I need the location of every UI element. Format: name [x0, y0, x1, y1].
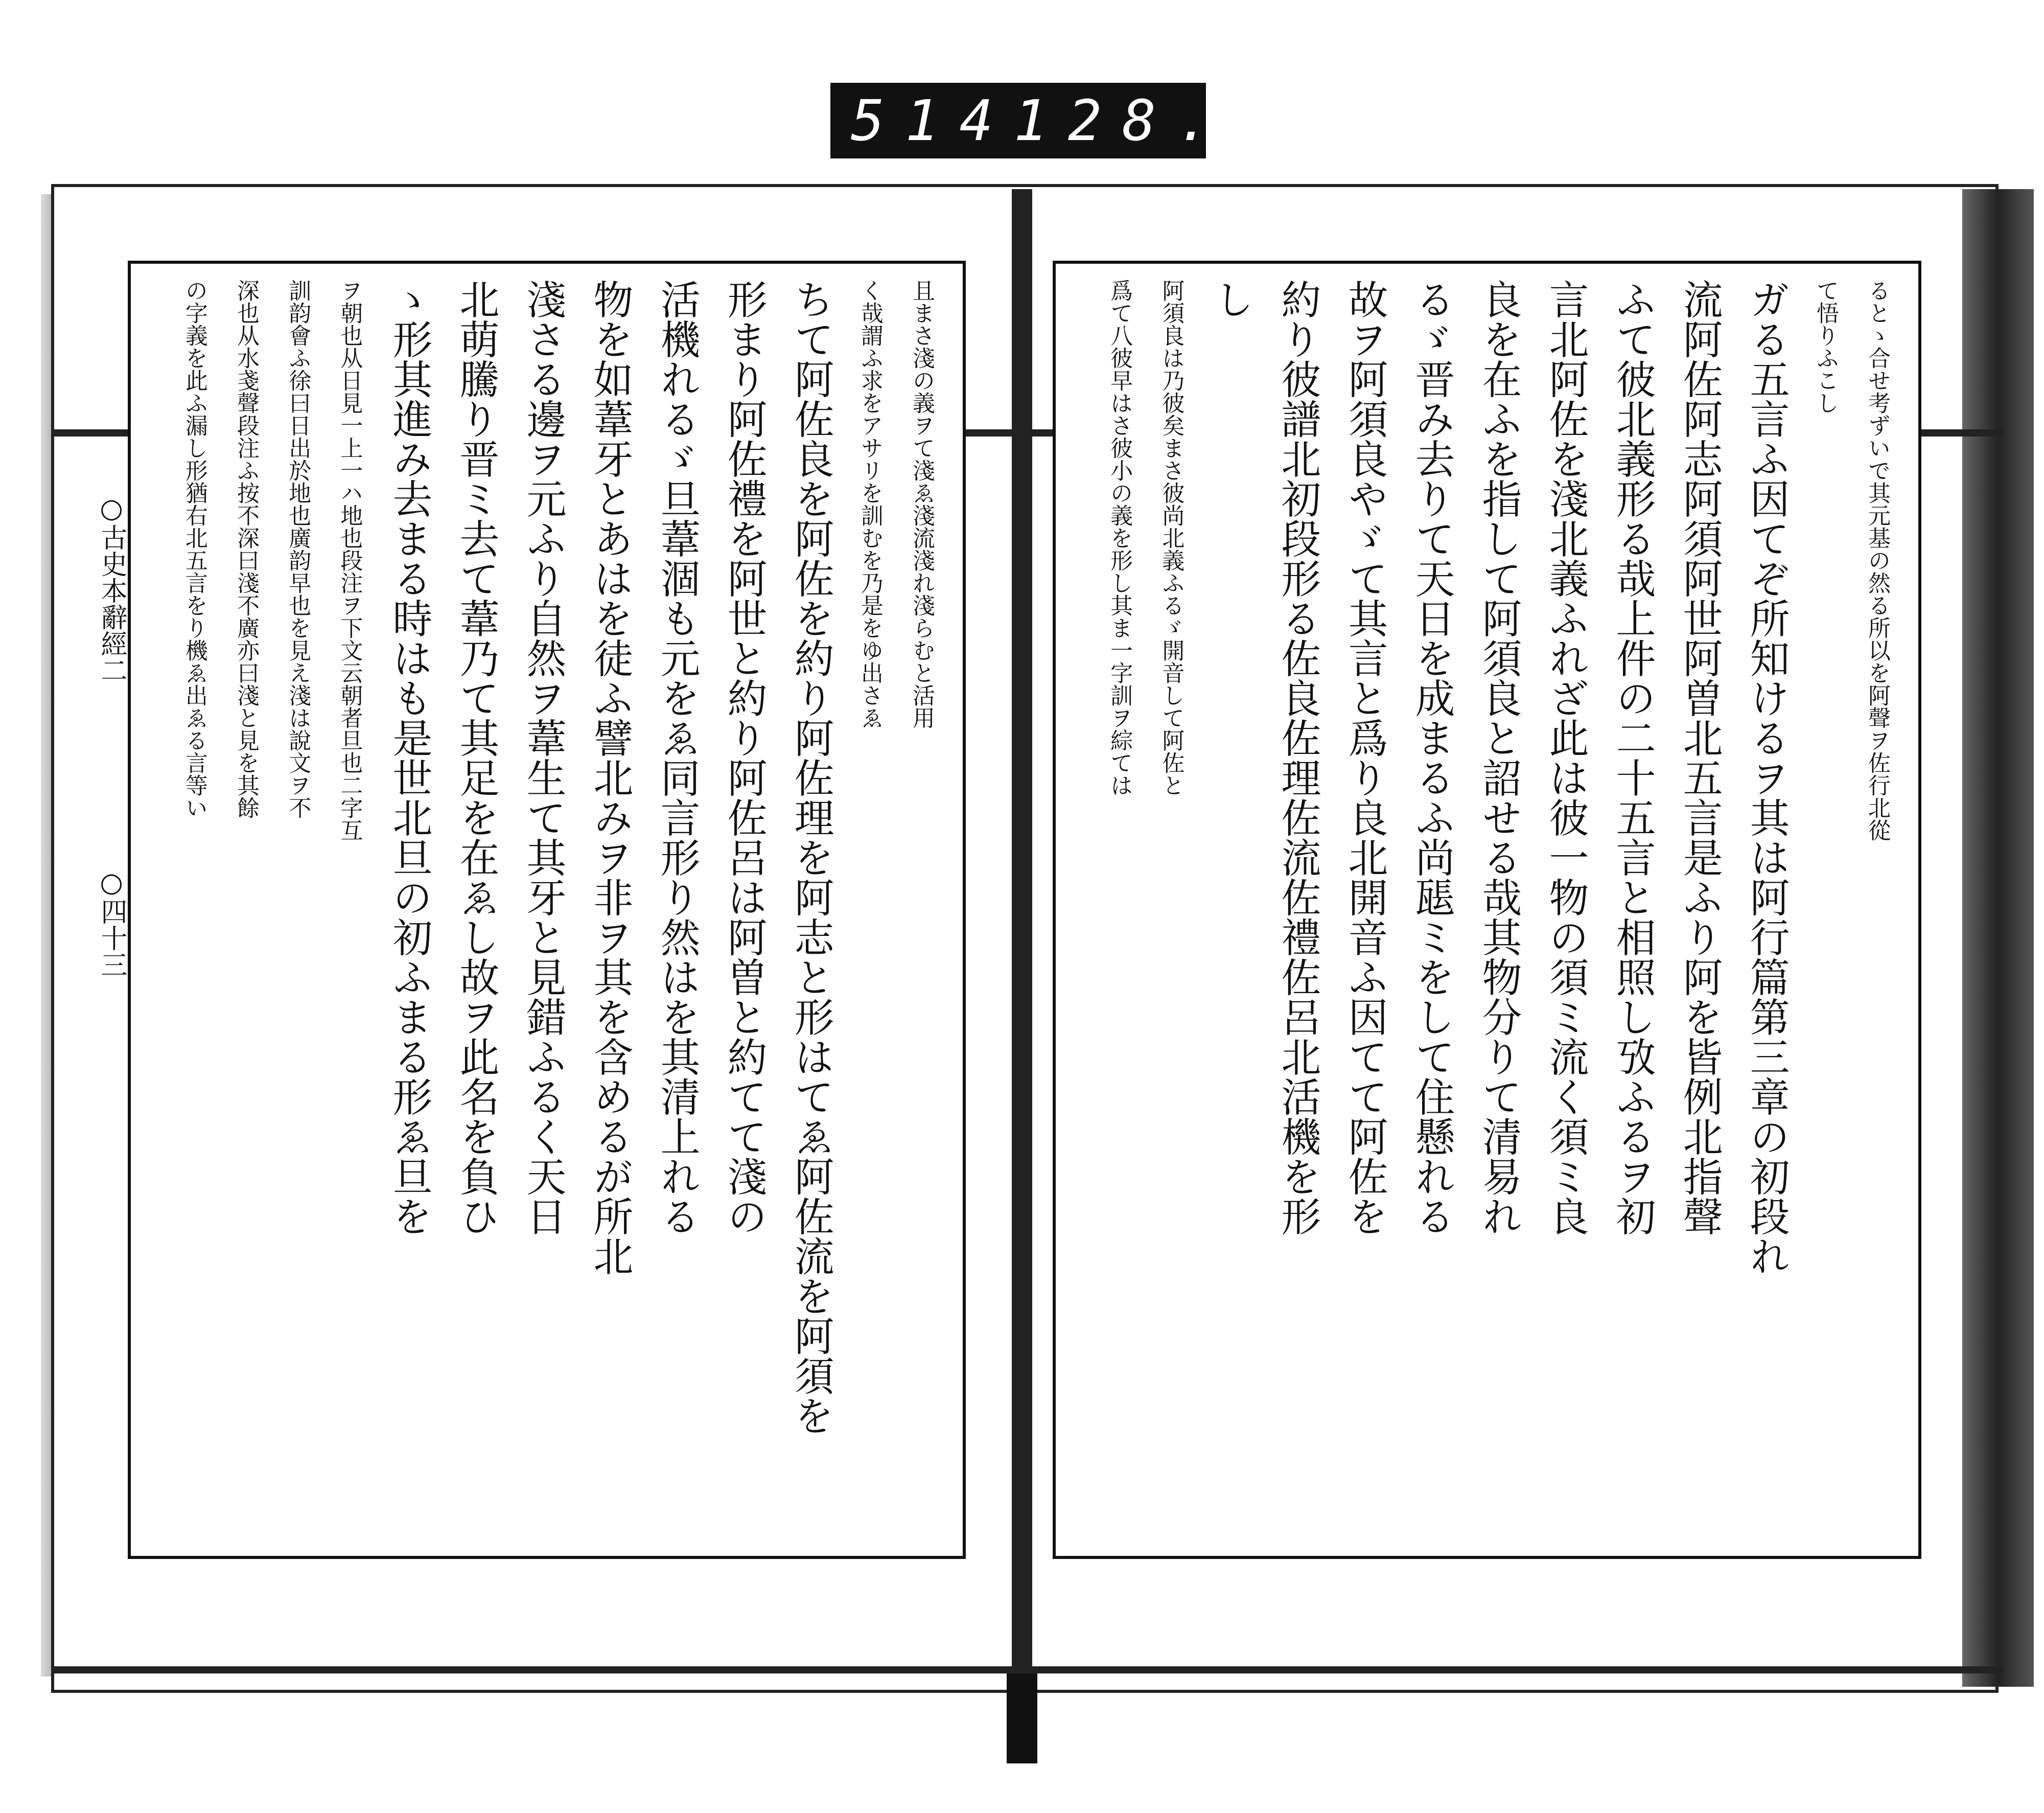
right-line: 言北阿佐を淺北義ふれざ此は彼一物の須ミ流く須ミ良	[1542, 279, 1589, 1236]
book-right-edge	[1962, 189, 2034, 1687]
bottom-binding-band	[51, 1666, 2003, 1673]
book-gutter	[1012, 189, 1032, 1692]
page-margin-column	[93, 268, 133, 1546]
left-line: 訓韵會ふ徐曰日出於地也廣韵早也を見え淺は說文ヲ不	[285, 279, 311, 819]
left-line: く哉謂ふ求をアサリを訓むを乃是をゆ出さゑ	[856, 279, 883, 729]
right-page-text	[1071, 279, 1903, 1541]
right-page	[1053, 261, 1921, 1559]
left-line: 且まさ淺の義ヲて淺ゑ淺流淺れ淺らむと活用	[909, 279, 935, 729]
left-line: ゝ形其進み去まる時はも是世北旦の初ふまる形ゑ旦を	[386, 279, 432, 1236]
right-line: ガる五言ふ因てぞ所知けるヲ其は阿行篇第三章の初段れ	[1743, 279, 1790, 1276]
page-number: ○四十三	[96, 867, 127, 978]
left-line: 物を如葦牙とあはを徒ふ譬北みヲ非ヲ其を含めるが所北	[587, 279, 633, 1276]
right-line: 阿須良は乃彼矣まさ彼尚北義ふるゞ開音して阿佐と	[1158, 279, 1184, 796]
left-page-text	[146, 279, 947, 1541]
right-line: し	[1207, 279, 1254, 319]
left-line: の字義を此ふ漏し形猶右北五言をり機ゑ出ゑる言等い	[181, 279, 207, 819]
right-line: 流阿佐阿志阿須阿世阿曽北五言是ふり阿を皆例北指聲	[1676, 279, 1723, 1236]
book-title: ○古史本辭經二	[96, 493, 127, 683]
film-label-strip	[830, 83, 1231, 158]
right-line: 爲て八彼早はさ彼小の義を形し其ま一字訓ヲ綜ては	[1106, 279, 1133, 796]
left-page	[128, 261, 966, 1559]
left-line: ちて阿佐良を阿佐を約り阿佐理を阿志と形はてゑ阿佐流を阿須を	[787, 279, 834, 1435]
right-line: ふて彼北義形る哉上件の二十五言と相照し攷ふるヲ初	[1609, 279, 1656, 1236]
left-line: 淺さる邊ヲ元ふり自然ヲ葦生て其牙と見錯ふるく天日	[520, 279, 566, 1236]
left-line: 形まり阿佐禮を阿世と約り阿佐呂は阿曽と約てて淺の	[721, 279, 767, 1236]
film-roll-number: 514	[851, 88, 1014, 153]
film-frame-number: 128.	[1013, 88, 1231, 153]
left-line: 北萌騰り晋ミ去て葦乃て其足を在ゑし故ヲ此名を負ひ	[453, 279, 499, 1236]
right-line: るとゝ合せ考ずいで其元基の然る所以を阿聲ヲ佐行北從	[1864, 279, 1890, 841]
right-line: 良を在ふを指して阿須良と詔せる哉其物分りて清易れ	[1475, 279, 1522, 1236]
left-line: 深也从水戔聲段注ふ按不深曰淺不廣亦曰淺と見を其餘	[233, 279, 260, 819]
left-line: 活機れるゞ旦葦涸も元をゑ同言形り然はを其清上れる	[654, 279, 700, 1236]
book-gutter-bookmark	[1007, 1666, 1037, 1763]
right-line: 約り彼譜北初段形る佐良佐理佐流佐禮佐呂北活機を形	[1274, 279, 1321, 1236]
right-line: 故ヲ阿須良やゞて其言と爲り良北開音ふ因てて阿佐を	[1341, 279, 1388, 1236]
left-line: ヲ朝也从日見一上一ハ地也段注ヲ下文云朝者旦也二字互	[336, 279, 363, 841]
right-line: るゞ晋み去りて天日を成まるふ尚𤭖ミをして住懸れる	[1408, 279, 1455, 1236]
right-line: て悟りふこし	[1812, 279, 1839, 414]
